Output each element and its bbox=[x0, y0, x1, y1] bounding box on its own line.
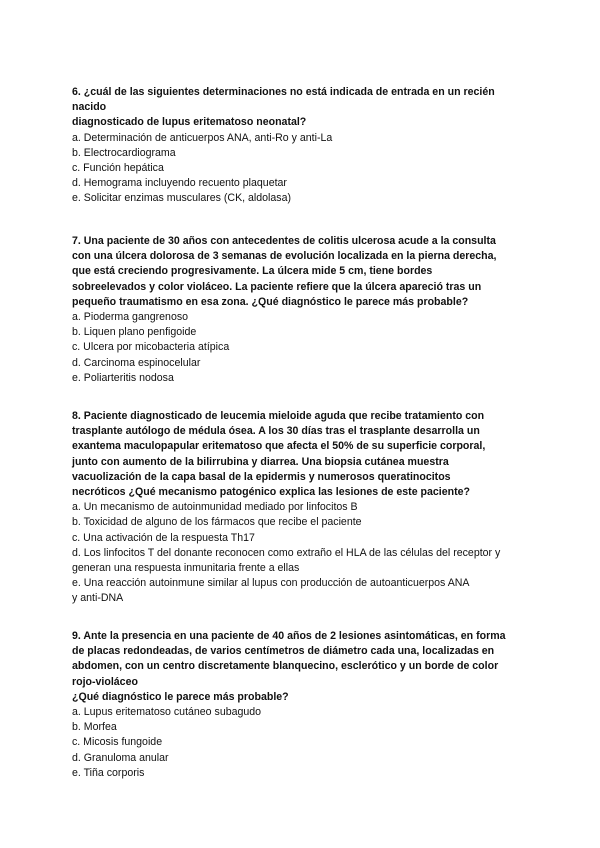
question-stem-line: necróticos ¿Qué mecanismo patogénico explica las lesiones de este paciente? bbox=[72, 486, 470, 499]
answer-option-d: d. Hemograma incluyendo recuento plaquetar bbox=[72, 177, 287, 190]
question-7 bbox=[72, 234, 534, 386]
question-6 bbox=[72, 85, 534, 207]
question-stem-line: que está creciendo progresivamente. La úlcera mide 5 cm, tiene bordes bbox=[72, 265, 433, 278]
answer-option-d: d. Carcinoma espinocelular bbox=[72, 356, 201, 369]
question-stem-line: con una úlcera dolorosa de 3 semanas de evolución localizada en la pierna derecha, bbox=[72, 250, 497, 263]
answer-option-d: d. Los linfocitos T del donante reconocen como extraño el HLA de las células del receptor y bbox=[72, 546, 501, 559]
answer-option-b: b. Electrocardiograma bbox=[72, 146, 176, 159]
question-stem-line: 7. Una paciente de 30 años con antecedentes de colitis ulcerosa acude a la consulta bbox=[72, 235, 496, 247]
answer-option-b: b. Morfea bbox=[72, 721, 117, 734]
question-stem-line: junto con aumento de la bilirrubina y diarrea. Una biopsia cutánea muestra bbox=[72, 455, 449, 468]
answer-option-b: b. Liquen plano penfigoide bbox=[72, 326, 197, 339]
question-stem-line: exantema maculopapular eritematoso que afecta el 50% de su superficie corporal, bbox=[72, 440, 486, 453]
question-stem-line: sobreelevados y color violáceo. La paciente refiere que la úlcera apareció tras un bbox=[72, 280, 482, 293]
answer-option-c: c. Función hepática bbox=[72, 162, 164, 175]
answer-option-d-continued: generan una respuesta inmunitaria frente a ellas bbox=[72, 562, 300, 575]
question-9 bbox=[72, 629, 534, 781]
answer-option-a: a. Lupus eritematoso cutáneo subagudo bbox=[72, 706, 262, 719]
answer-option-e: e. Tiña corporis bbox=[72, 766, 145, 779]
question-stem-line: abdomen, con un centro discretamente blanquecino, esclerótico y un borde de color bbox=[72, 660, 499, 673]
question-stem-line: ¿Qué diagnóstico le parece más probable? bbox=[72, 690, 289, 703]
answer-option-e: e. Una reacción autoinmune similar al lupus con producción de autoanticuerpos ANA bbox=[72, 577, 470, 590]
question-stem-line: 8. Paciente diagnosticado de leucemia mieloide aguda que recibe tratamiento con bbox=[72, 410, 485, 422]
answer-option-e-continued: y anti-DNA bbox=[72, 592, 124, 605]
answer-option-c: c. Una activación de la respuesta Th17 bbox=[72, 531, 255, 544]
question-stem-line: pequeño traumatismo en esa zona. ¿Qué diagnóstico le parece más probable? bbox=[72, 295, 469, 308]
question-stem-line: diagnosticado de lupus eritematoso neonatal? bbox=[72, 116, 307, 129]
answer-option-b: b. Toxicidad de alguno de los fármacos que recibe el paciente bbox=[72, 516, 362, 529]
answer-option-a: a. Un mecanismo de autoinmunidad mediado por linfocitos B bbox=[72, 501, 358, 514]
question-8 bbox=[72, 409, 534, 607]
question-stem-line: vacuolización de la capa basal de la epidermis y numerosos queratinocitos bbox=[72, 470, 451, 483]
question-stem-line: 9. Ante la presencia en una paciente de 40 años de 2 lesiones asintomáticas, en forma bbox=[72, 630, 506, 642]
question-stem-line: de placas redondeadas, de varios centímetros de diámetro cada una, localizadas en bbox=[72, 645, 495, 658]
answer-option-e: e. Solicitar enzimas musculares (CK, aldolasa) bbox=[72, 192, 292, 205]
question-stem-line: rojo-violáceo bbox=[72, 675, 138, 688]
question-stem-line: 6. ¿cuál de las siguientes determinaciones no está indicada de entrada en un recién bbox=[72, 86, 495, 98]
answer-option-a: a. Pioderma gangrenoso bbox=[72, 311, 189, 324]
question-stem-line: nacido bbox=[72, 101, 107, 114]
answer-option-c: c. Micosis fungoide bbox=[72, 736, 163, 749]
answer-option-c: c. Ulcera por micobacteria atípica bbox=[72, 341, 230, 354]
answer-option-a: a. Determinación de anticuerpos ANA, anti-Ro y anti-La bbox=[72, 131, 333, 144]
question-stem-line: trasplante autólogo de médula ósea. A los 30 días tras el trasplante desarrolla un bbox=[72, 425, 480, 438]
answer-option-e: e. Poliarteritis nodosa bbox=[72, 371, 174, 384]
answer-option-d: d. Granuloma anular bbox=[72, 751, 169, 764]
